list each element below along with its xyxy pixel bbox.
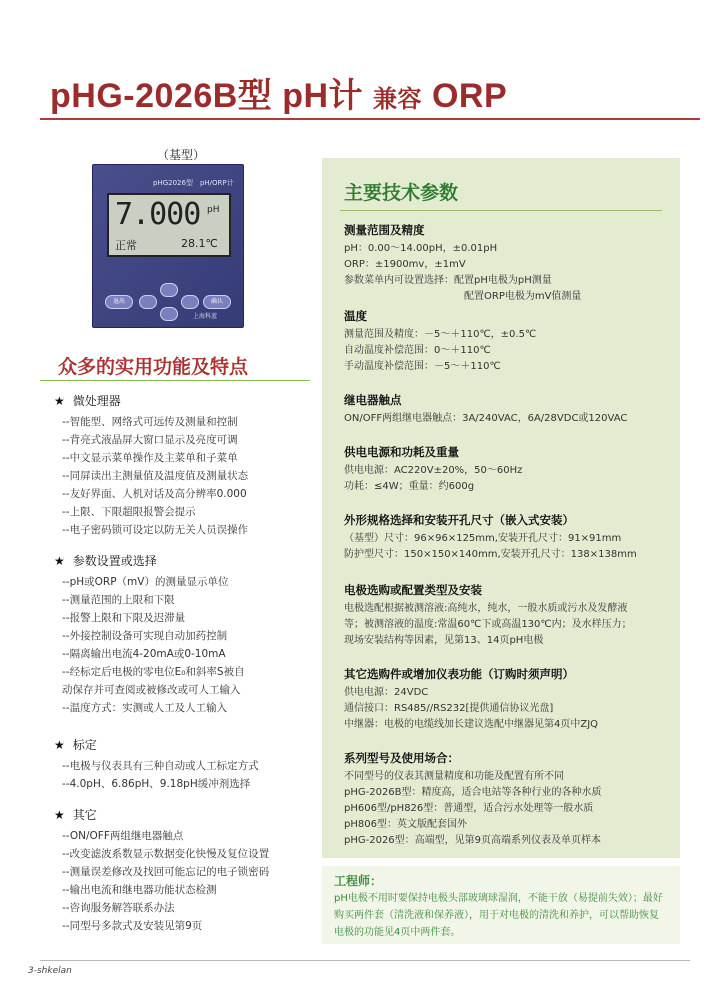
- device-screen: [107, 193, 231, 257]
- spec-heading: 系列型号及使用场合：: [344, 751, 459, 765]
- spec-heading: 其它选购件或增加仪表功能（订购时须声明）: [344, 667, 574, 681]
- spec-heading: 温度: [344, 309, 367, 323]
- feature-line: --外接控制设备可实现自动加药控制: [62, 630, 228, 642]
- star-icon: ★: [54, 808, 65, 822]
- specs-divider: [340, 210, 662, 211]
- footer-divider: [40, 960, 690, 961]
- device-left-arrow-icon: [139, 295, 157, 309]
- title-model: pHG-2026B型 pH计: [50, 77, 364, 115]
- feature-line: --改变滤波系数显示数据变化快慢及复位设置: [62, 848, 270, 860]
- star-icon: ★: [54, 738, 65, 752]
- spec-heading: 电极选购或配置类型及安装: [344, 583, 482, 597]
- feature-line: --经标定后电极的零电位E₀和斜率S被自: [62, 666, 245, 678]
- spec-line: 供电电源：AC220V±20%，50～60Hz: [344, 465, 523, 476]
- spec-line: pHG-2026型：高端型，见第9页高端系列仪表及单页样本: [344, 835, 602, 846]
- feature-line: --测量范围的上限和下限: [62, 594, 175, 606]
- feature-heading: ★ 标定: [54, 738, 97, 752]
- feature-line: --背亮式液晶屏大窗口显示及亮度可调: [62, 434, 238, 446]
- device-confirm-button: 确认: [203, 295, 231, 309]
- spec-heading: 继电器触点: [344, 393, 402, 407]
- device-status: 正常: [115, 239, 137, 252]
- device-temperature: 28.1℃: [181, 237, 218, 250]
- feature-line: --输出电流和继电器功能状态检测: [62, 884, 217, 896]
- spec-block-power: [344, 444, 670, 495]
- feature-line: --智能型、网络式可远传及测量和控制: [62, 416, 238, 428]
- feature-line: --同屏读出主测量值及温度值及测量状态: [62, 470, 249, 482]
- spec-line: ON/OFF两组继电器触点：3A/240VAC，6A/28VDC或120VAC: [344, 413, 628, 424]
- device-right-arrow-icon: [181, 295, 199, 309]
- specs-panel: [322, 158, 680, 858]
- page-title: [50, 68, 507, 117]
- device-reading: 7.000: [115, 197, 201, 232]
- feature-line: --友好界面、人机对话及高分辨率0.000: [62, 488, 247, 500]
- spec-line: 防护型尺寸：150×150×140mm,安装开孔尺寸：138×138mm: [344, 549, 637, 560]
- feature-line: --上限、下限超限报警会提示: [62, 506, 196, 518]
- feature-heading: ★ 参数设置或选择: [54, 554, 157, 568]
- spec-line: 参数菜单内可设置选择：配置pH电极为pH测量: [344, 275, 552, 286]
- feature-line: --同型号多款式及安装见第9页: [62, 920, 203, 932]
- feature-heading: ★ 微处理器: [54, 394, 121, 408]
- feature-line: --pH或ORP（mV）的测量显示单位: [62, 576, 229, 588]
- feature-line: --报警上限和下限及迟滞量: [62, 612, 186, 624]
- feature-line: --测量误差修改及找回可能忘记的电子锁密码: [62, 866, 270, 878]
- features-divider: [40, 380, 310, 381]
- feature-line: 动保存并可查阅或被修改或可人工输入: [62, 684, 241, 696]
- device-unit: pH: [207, 205, 220, 215]
- spec-heading: 测量范围及精度: [344, 223, 425, 237]
- spec-block-temperature: [344, 308, 670, 375]
- spec-line: 通信接口：RS485//RS232[提供通信协议光盘]: [344, 703, 554, 714]
- spec-block-series: [344, 750, 670, 849]
- feature-line: --咨询服务解答联系办法: [62, 902, 175, 914]
- star-icon: ★: [54, 554, 65, 568]
- feature-section-params: [54, 552, 245, 717]
- device-model-label: pHG2026型 pH/ORP计: [153, 179, 234, 187]
- spec-line: 手动温度补偿范围：－5～＋110℃: [344, 361, 501, 372]
- spec-block-options: [344, 666, 670, 733]
- title-orp: ORP: [431, 77, 508, 115]
- feature-line: --温度方式：实测或人工及人工输入: [62, 702, 228, 714]
- spec-block-dimensions: [344, 512, 670, 563]
- device-image: [92, 164, 244, 328]
- engineer-body: pH电极不用时要保持电极头部玻璃球湿润，不能干放（易提前失效）；最好购买两件套（清洗液和保养液），用于对电极的清洗和养护，可以帮助恢复电极的功能见4页中两件套。: [334, 893, 663, 938]
- feature-line: --4.0pH、6.86pH、9.18pH缓冲剂选择: [62, 778, 251, 790]
- spec-line: ORP：±1900mv，±1mV: [344, 259, 466, 270]
- specs-title: 主要技术参数: [344, 182, 459, 204]
- title-divider: [40, 118, 700, 120]
- device-down-arrow-icon: [160, 307, 178, 321]
- spec-line: pH606型/pH826型：普通型，适合污水处理等一般水质: [344, 803, 594, 814]
- features-title: 众多的实用功能及特点: [58, 356, 249, 378]
- engineer-title: 工程师：: [334, 874, 383, 888]
- spec-block-relay: [344, 392, 670, 427]
- feature-section-processor: [54, 392, 248, 539]
- feature-line: --电子密码锁可设定以防无关人员误操作: [62, 524, 249, 536]
- feature-section-calibration: [54, 736, 259, 793]
- spec-line: 等；被测溶液的温度:常温60℃下或高温130℃内；及水样压力；: [344, 619, 632, 630]
- spec-line: 现场安装结构等因素，见第13、14页pH电极: [344, 635, 544, 646]
- device-maker: 上海科蓝: [193, 313, 218, 320]
- spec-line: 自动温度补偿范围：0～＋110℃: [344, 345, 491, 356]
- device-up-arrow-icon: [160, 283, 178, 297]
- device-exit-button: 退出: [105, 295, 133, 309]
- feature-line: --隔离输出电流4-20mA或0-10mA: [62, 648, 226, 660]
- spec-heading: 供电电源和功耗及重量: [344, 445, 459, 459]
- feature-heading: ★ 其它: [54, 808, 97, 822]
- spec-line: 中继器：电极的电缆线加长建议选配中继器见第4页中ZJQ: [344, 719, 599, 730]
- spec-line: 不同型号的仪表其测量精度和功能及配置有所不同: [344, 771, 564, 782]
- spec-line: pH806型：英文版配套国外: [344, 819, 467, 830]
- spec-block-electrode: [344, 582, 670, 649]
- title-compatible: 兼容: [373, 86, 423, 113]
- spec-line: 功耗：≤4W；重量：约600g: [344, 481, 475, 492]
- spec-line: pH：0.00～14.00pH，±0.01pH: [344, 243, 498, 254]
- spec-heading: 外形规格选择和安装开孔尺寸（嵌入式安装）: [344, 513, 574, 527]
- spec-line: pHG-2026B型：精度高，适合电站等各种行业的各种水质: [344, 787, 602, 798]
- engineer-note: [322, 866, 680, 944]
- star-icon: ★: [54, 394, 65, 408]
- feature-section-other: [54, 806, 269, 935]
- spec-line: 电极选配根据被测溶液:高纯水，纯水，一般水质或污水及发酵液: [344, 603, 628, 614]
- feature-line: --中文显示菜单操作及主菜单和子菜单: [62, 452, 238, 464]
- spec-line: （基型）尺寸：96×96×125mm,安装开孔尺寸：91×91mm: [344, 533, 622, 544]
- spec-block-range: [344, 222, 670, 305]
- feature-line: --ON/OFF两组继电器触点: [62, 830, 184, 842]
- device-caption: （基型）: [157, 148, 206, 162]
- spec-line: 供电电源：24VDC: [344, 687, 429, 698]
- page-footer: 3-shkelan: [28, 966, 72, 976]
- spec-line: 配置ORP电极为mV值测量: [344, 291, 582, 302]
- spec-line: 测量范围及精度：－5～＋110℃，±0.5℃: [344, 329, 537, 340]
- feature-line: --电极与仪表具有三种自动或人工标定方式: [62, 760, 259, 772]
